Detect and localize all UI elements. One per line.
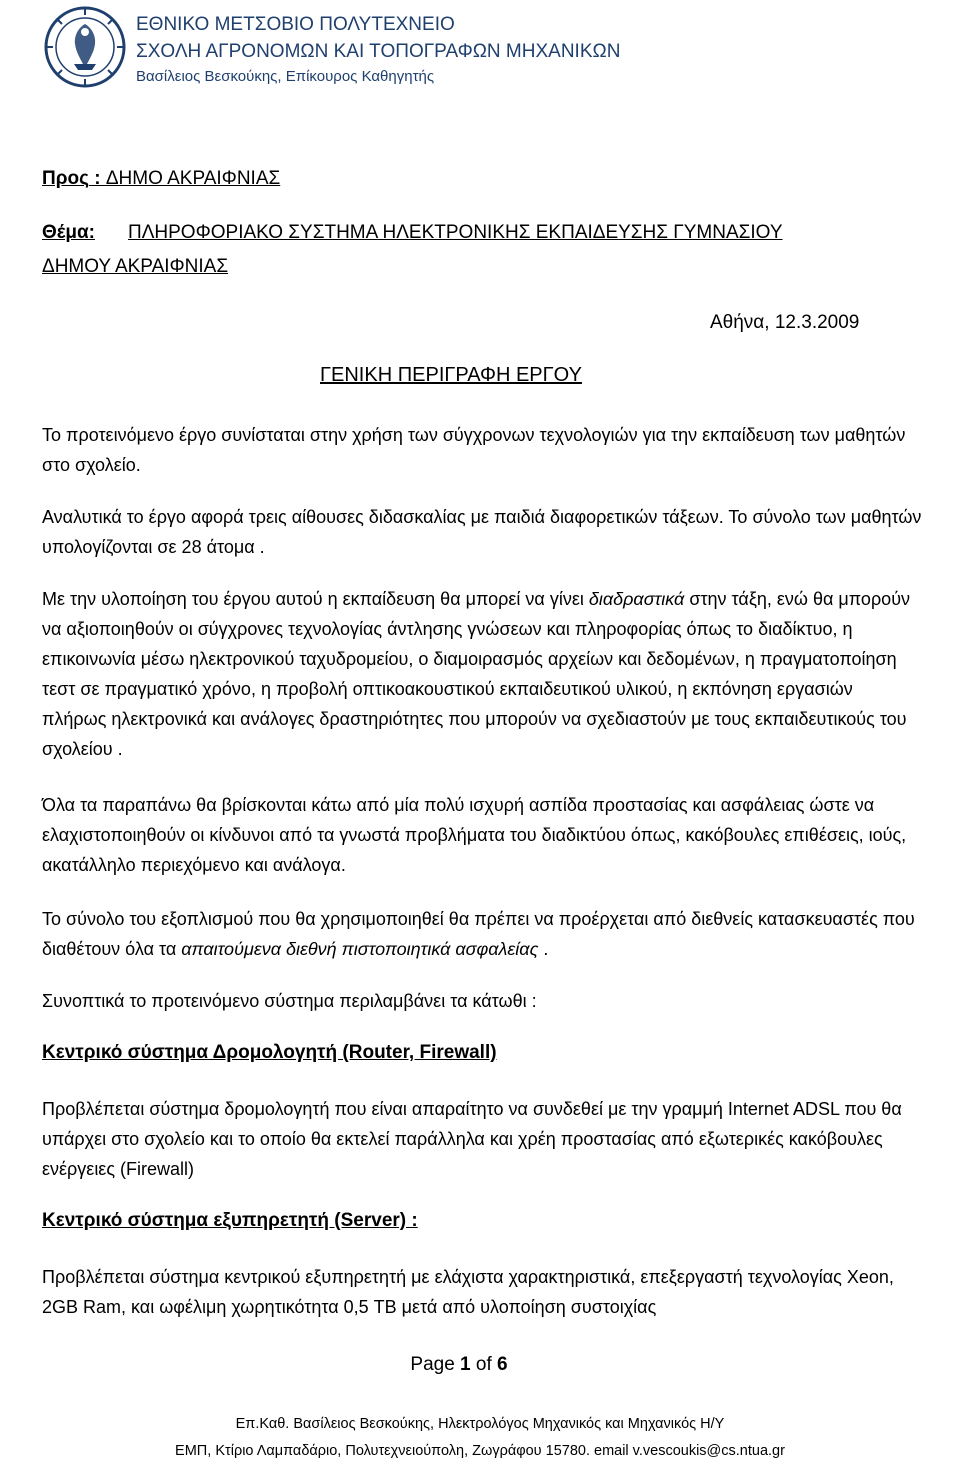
subject-line-2: ΔΗΜΟΥ ΑΚΡΑΙΦΝΙΑΣ bbox=[42, 256, 229, 277]
header-institution: ΕΘΝΙΚΟ ΜΕΤΣΟΒΙΟ ΠΟΛΥΤΕΧΝΕΙΟ bbox=[136, 14, 455, 35]
recipient-separator: : bbox=[88, 168, 106, 189]
header-author: Βασίλειος Βεσκούκης, Επίκουρος Καθηγητής bbox=[136, 68, 435, 85]
page-number bbox=[0, 1354, 918, 1376]
subject-label: Θέμα: bbox=[42, 222, 95, 243]
section-server-heading: Κεντρικό σύστημα εξυπηρετητή (Server) : bbox=[42, 1210, 418, 1231]
paragraph-3-rest: στην τάξη, ενώ θα μπορούν να αξιοποιηθούν οι σύγχρονες τεχνολογίας άντλησης γνώσεων και πληροφορίας όπως το διαδίκτυο, η επικοινωνία μέσω ηλεκτρονικού ταχυδρομείου, ο διαμοιρασμός αρχείων και δεδομένων, η πραγματοποίηση τεστ σε πραγματικό χρόνο, η προβολή οπτικοακουστικού εκπαιδευτικού υλικού, η εκπόνηση εργασιών πλήρως ηλεκτρονικά και ανάλογες δραστηριότητες που μπορούν να σχεδιαστούν με τους εκπαιδευτικούς του σχολείου . bbox=[42, 589, 911, 759]
header-school: ΣΧΟΛΗ ΑΓΡΟΝΟΜΩΝ ΚΑΙ ΤΟΠΟΓΡΑΦΩΝ ΜΗΧΑΝΙΚΩΝ bbox=[136, 41, 621, 62]
paragraph-4: Όλα τα παραπάνω θα βρίσκονται κάτω από μία πολύ ισχυρή ασπίδα προστασίας και ασφάλειας ώστε να ελαχιστοποιηθούν οι κίνδυνοι από τα γνωστά προβλήματα του διαδικτύου όπως, κακόβουλες επιθέσεις, ιούς, ακατάλληλο περιεχόμενο και ανάλογα. bbox=[42, 795, 907, 875]
general-description-title: ΓΕΝΙΚΗ ΠΕΡΙΓΡΑΦΗ ΕΡΓΟΥ bbox=[320, 364, 582, 386]
page-number-middle: of bbox=[470, 1354, 498, 1375]
footer-address: ΕΜΠ, Κτίριο Λαμπαδάριο, Πολυτεχνειούπολη, Ζωγράφου 15780. email v.vescoukis@cs.ntua.gr bbox=[175, 1443, 785, 1459]
page-number-current: 1 bbox=[460, 1354, 471, 1375]
document-date: Αθήνα, 12.3.2009 bbox=[710, 312, 860, 333]
section-router-heading: Κεντρικό σύστημα Δρομολογητή (Router, Firewall) bbox=[42, 1042, 497, 1063]
university-seal-logo bbox=[44, 6, 126, 88]
paragraph-5-rest: . bbox=[538, 939, 549, 959]
paragraph-3 bbox=[42, 584, 922, 764]
section-router-text: Προβλέπεται σύστημα δρομολογητή που είναι απαραίτητο να συνδεθεί με την γραμμή Internet ADSL που θα υπάρχει στο σχολείο και το οποίο θα εκτελεί παράλληλα και χρέη προστασίας από εξωτερικές κακόβουλες ενέργειες (Firewall) bbox=[42, 1099, 902, 1179]
page-number-prefix: Page bbox=[410, 1354, 461, 1375]
paragraph-5 bbox=[42, 904, 922, 964]
paragraph-5-start: Το σύνολο του εξοπλισμού που θα χρησιμοποιηθεί θα πρέπει να προέρχεται από διεθνείς κατασκευαστές που διαθέτουν όλα τα bbox=[42, 909, 915, 959]
footer-author: Επ.Καθ. Βασίλειος Βεσκούκης, Ηλεκτρολόγος Μηχανικός και Μηχανικός Η/Υ bbox=[235, 1416, 725, 1432]
paragraph-1: Το προτεινόμενο έργο συνίσταται στην χρήση των σύγχρονων τεχνολογιών για την εκπαίδευση των μαθητών στο σχολείο. bbox=[42, 425, 906, 475]
paragraph-3-start: Με την υλοποίηση του έργου αυτού η εκπαίδευση θα μπορεί να γίνει bbox=[42, 589, 589, 609]
section-server-text: Προβλέπεται σύστημα κεντρικού εξυπηρετητή με ελάχιστα χαρακτηριστικά, επεξεργαστή τεχνολογίας Xeon, 2GB Ram, και ωφέλιμη χωρητικότητα 0,5 TB μετά από υλοποίηση συστοιχίας bbox=[42, 1267, 894, 1317]
recipient-line bbox=[42, 168, 280, 190]
paragraph-2: Αναλυτικά το έργο αφορά τρεις αίθουσες διδασκαλίας με παιδιά διαφορετικών τάξεων. Το σύνολο των μαθητών υπολογίζονται σε 28 άτομα . bbox=[42, 507, 922, 557]
paragraph-5-emphasis: απαιτούμενα διεθνή πιστοποιητικά ασφαλείας bbox=[181, 939, 539, 959]
recipient-label: Προς bbox=[42, 168, 89, 189]
recipient-value: ΔΗΜΟ ΑΚΡΑΙΦΝΙΑΣ bbox=[105, 168, 281, 189]
paragraph-3-emphasis: διαδραστικά bbox=[588, 589, 685, 609]
subject-line-1: ΠΛΗΡΟΦΟΡΙΑΚΟ ΣΥΣΤΗΜΑ ΗΛΕΚΤΡΟΝΙΚΗΣ ΕΚΠΑΙΔΕΥΣΗΣ ΓΥΜΝΑΣΙΟΥ bbox=[128, 222, 783, 243]
paragraph-6: Συνοπτικά το προτεινόμενο σύστημα περιλαμβάνει τα κάτωθι : bbox=[42, 991, 537, 1011]
page-number-total: 6 bbox=[497, 1354, 508, 1375]
